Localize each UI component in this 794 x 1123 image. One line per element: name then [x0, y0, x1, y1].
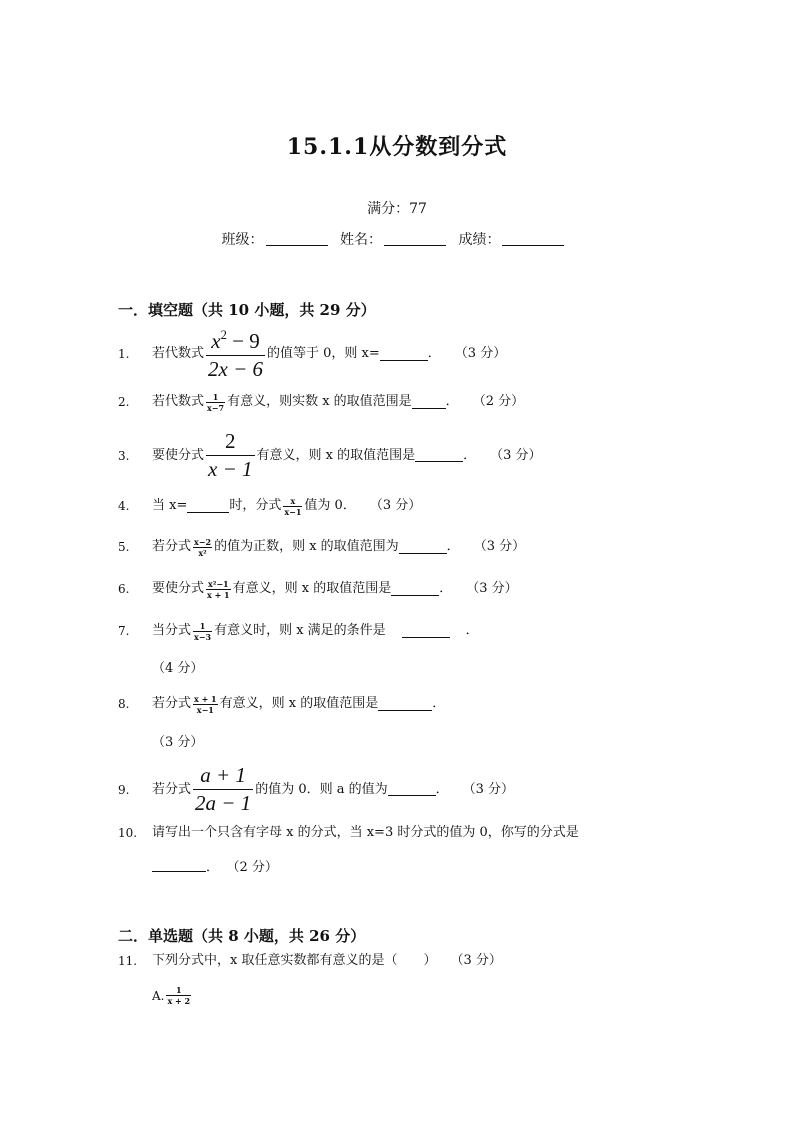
class-label: 班级： [221, 232, 264, 248]
question-number: 1. [118, 347, 130, 362]
question-text: 若代数式 [152, 394, 205, 409]
question-text-continued: 的值为 0．则 a 的值为 [255, 781, 388, 797]
points-label: （3 分） [490, 447, 542, 463]
question-text-mid: 时，分式 [229, 498, 282, 513]
name-label: 姓名： [340, 232, 382, 248]
question-text-continued: 有意义，则 x 的取值范围是 [256, 447, 416, 463]
answer-blank[interactable] [152, 859, 206, 872]
fraction [193, 765, 253, 814]
fraction-denominator: x−3 [194, 631, 212, 642]
question-text: 若分式 [152, 696, 192, 711]
fraction-numerator: x [211, 328, 221, 353]
fraction-numerator: 1 [199, 620, 206, 631]
question-number: 2. [118, 395, 130, 409]
question-text: 若分式 [152, 781, 192, 797]
question-number: 8. [118, 697, 130, 711]
page-title: 15.1.1从分数到分式 [286, 134, 508, 160]
fraction-numerator: x−2 [194, 536, 212, 547]
question-tail: ． [463, 447, 477, 463]
question-tail: ． [446, 539, 460, 554]
points-label: （3 分） [473, 539, 526, 554]
fraction-numerator: x²−1 [208, 578, 229, 589]
fraction-denominator: x − 1 [208, 457, 253, 481]
grade-label: 成绩： [458, 232, 501, 248]
question-number: 4. [118, 499, 130, 513]
question-text: 要使分式 [152, 581, 205, 596]
answer-blank[interactable] [412, 396, 446, 409]
fraction-numerator-rest: − 9 [226, 328, 260, 353]
answer-blank[interactable] [402, 625, 450, 638]
question-tail: ． [206, 860, 220, 875]
question-number: 11. [118, 954, 138, 968]
fraction [206, 329, 265, 380]
grade-blank[interactable] [502, 231, 564, 246]
points-label: （3 分） [466, 581, 518, 596]
exponent: 2 [220, 328, 227, 342]
question-number: 6. [118, 582, 130, 596]
fraction [283, 497, 302, 516]
name-blank[interactable] [384, 231, 446, 246]
option-a[interactable] [152, 986, 193, 1005]
question-7 [118, 621, 479, 641]
answer-blank[interactable] [391, 583, 439, 596]
fraction-denominator: x + 1 [207, 589, 230, 600]
question-7-points: （4 分） [152, 661, 204, 676]
question-text: 请写出一个只含有字母 x 的分式，当 x=3 时分式的值为 0，你写的分式是 [152, 825, 579, 840]
answer-blank[interactable] [415, 449, 463, 462]
question-number: 5. [118, 540, 130, 554]
fraction-denominator: x + 2 [167, 996, 191, 1006]
question-text-continued: 有意义，则 x 的取值范围是 [232, 581, 392, 596]
question-tail: ． [427, 346, 441, 362]
fraction-numerator: 2 [225, 429, 236, 453]
answer-blank[interactable] [388, 783, 436, 796]
question-tail: ． [445, 394, 459, 409]
fraction-numerator: a + 1 [200, 763, 246, 787]
question-8-points: （3 分） [152, 735, 204, 750]
option-label: A. [152, 988, 165, 1003]
points-label: （3 分） [450, 953, 502, 968]
fraction [166, 986, 191, 1005]
question-4 [118, 496, 421, 516]
question-text-continued: 的值等于 0，则 x= [267, 346, 380, 362]
fraction-numerator: 1 [176, 985, 182, 995]
fraction-numerator: x [290, 495, 296, 506]
question-text: 若代数式 [152, 346, 205, 362]
question-number: 9. [118, 782, 130, 797]
student-info-line [0, 229, 794, 249]
answer-blank[interactable] [378, 698, 432, 711]
fraction [206, 431, 255, 480]
section-1-heading: 一．填空题（共 10 小题，共 29 分） [118, 301, 376, 319]
question-text: 要使分式 [152, 447, 205, 463]
question-text-continued: 的值为正数，则 x 的取值范围为 [214, 539, 399, 554]
question-10 [118, 823, 579, 843]
fraction [206, 393, 225, 412]
question-tail: ． [432, 696, 446, 711]
question-11 [118, 951, 502, 971]
fraction-numerator: x + 1 [194, 693, 217, 704]
points-label: （2 分） [233, 860, 278, 875]
question-1 [118, 329, 506, 380]
question-text-continued: 有意义，则实数 x 的取值范围是 [227, 394, 412, 409]
question-10-continued [152, 856, 278, 875]
fraction [206, 580, 231, 599]
question-5 [118, 537, 525, 557]
fraction-denominator: x−1 [284, 506, 302, 517]
question-6 [118, 579, 518, 599]
section-2-heading: 二．单选题（共 8 小题，共 26 分） [118, 927, 366, 945]
points-label: （3 分） [462, 781, 515, 797]
fraction [193, 622, 212, 641]
question-number: 10. [118, 826, 138, 840]
question-3 [118, 431, 542, 480]
fraction [193, 695, 218, 714]
question-text: 当分式 [152, 623, 192, 638]
fraction-denominator: 2a − 1 [195, 791, 252, 815]
question-text-continued: 有意义时，则 x 满足的条件是 [214, 623, 386, 638]
points-label: （3 分） [454, 346, 507, 362]
question-2 [118, 392, 524, 412]
answer-blank[interactable] [380, 348, 428, 361]
question-tail: ． [465, 623, 479, 638]
question-8 [118, 694, 445, 714]
question-text-continued: 有意义，则 x 的取值范围是 [219, 696, 379, 711]
question-text-continued: 值为 0． [304, 498, 356, 513]
question-9 [118, 765, 514, 814]
question-tail: ． [435, 781, 449, 797]
fraction-denominator: x−7 [207, 402, 225, 413]
question-number: 3. [118, 448, 130, 463]
question-text: 下列分式中，x 取任意实数都有意义的是（ ） [152, 953, 437, 968]
fraction-denominator: x−1 [196, 704, 214, 715]
question-tail: ． [439, 581, 453, 596]
points-label: （3 分） [369, 498, 422, 513]
points-label: （2 分） [472, 394, 525, 409]
question-number: 7. [118, 624, 130, 638]
question-text: 若分式 [152, 539, 192, 554]
fraction-denominator: x² [198, 547, 207, 558]
fraction-denominator: 2x − 6 [208, 356, 264, 381]
answer-blank[interactable] [399, 541, 447, 554]
answer-blank[interactable] [187, 500, 229, 513]
question-text: 当 x= [152, 498, 188, 513]
total-score: 满分：77 [367, 201, 427, 217]
class-blank[interactable] [266, 231, 328, 246]
fraction-numerator: 1 [212, 391, 219, 402]
fraction [193, 538, 212, 557]
